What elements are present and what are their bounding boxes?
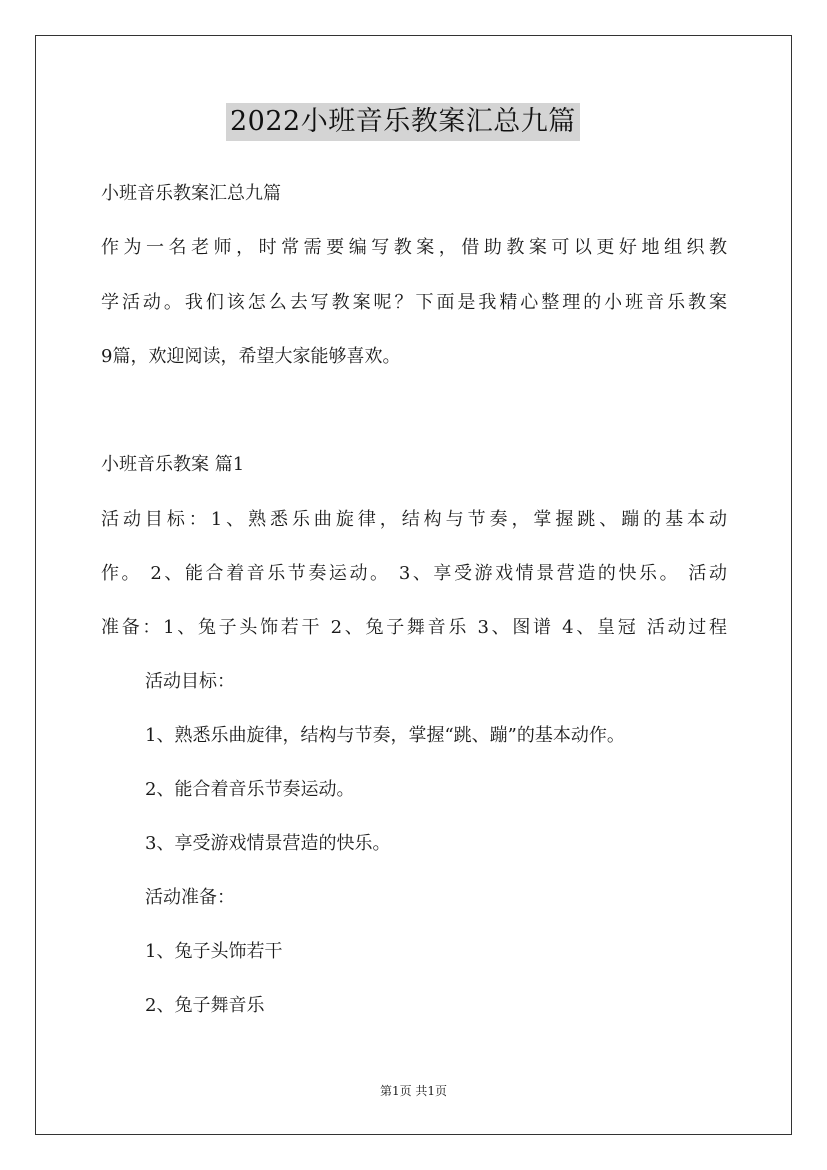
summary-line-2: 作。 2、能合着音乐节奏运动。 3、享受游戏情景营造的快乐。 活动 xyxy=(101,563,727,584)
goals-heading: 活动目标： xyxy=(145,671,235,692)
intro-line-3: 9篇，欢迎阅读，希望大家能够喜欢。 xyxy=(101,346,401,367)
preparation-heading: 活动准备： xyxy=(145,887,235,908)
section-heading: 小班音乐教案 篇1 xyxy=(101,454,245,475)
document-title: 2022小班音乐教案汇总九篇 xyxy=(226,103,580,141)
intro-line-1: 作为一名老师，时常需要编写教案，借助教案可以更好地组织教 xyxy=(101,237,727,258)
goal-item-3: 3、享受游戏情景营造的快乐。 xyxy=(145,833,391,854)
summary-line-1: 活动目标：1、熟悉乐曲旋律，结构与节奏，掌握跳、蹦的基本动 xyxy=(101,509,727,530)
document-subtitle: 小班音乐教案汇总九篇 xyxy=(101,183,281,204)
goal-item-2: 2、能合着音乐节奏运动。 xyxy=(145,779,355,800)
intro-line-2: 学活动。我们该怎么去写教案呢？下面是我精心整理的小班音乐教案 xyxy=(101,292,727,313)
summary-line-3: 准备：1、兔子头饰若干 2、兔子舞音乐 3、图谱 4、皇冠 活动过程 xyxy=(101,617,727,638)
preparation-item-1: 1、兔子头饰若干 xyxy=(145,941,283,962)
preparation-item-2: 2、兔子舞音乐 xyxy=(145,995,265,1016)
page-number: 第1页 共1页 xyxy=(379,1084,448,1098)
goal-item-1: 1、熟悉乐曲旋律，结构与节奏，掌握“跳、蹦”的基本动作。 xyxy=(145,725,625,746)
